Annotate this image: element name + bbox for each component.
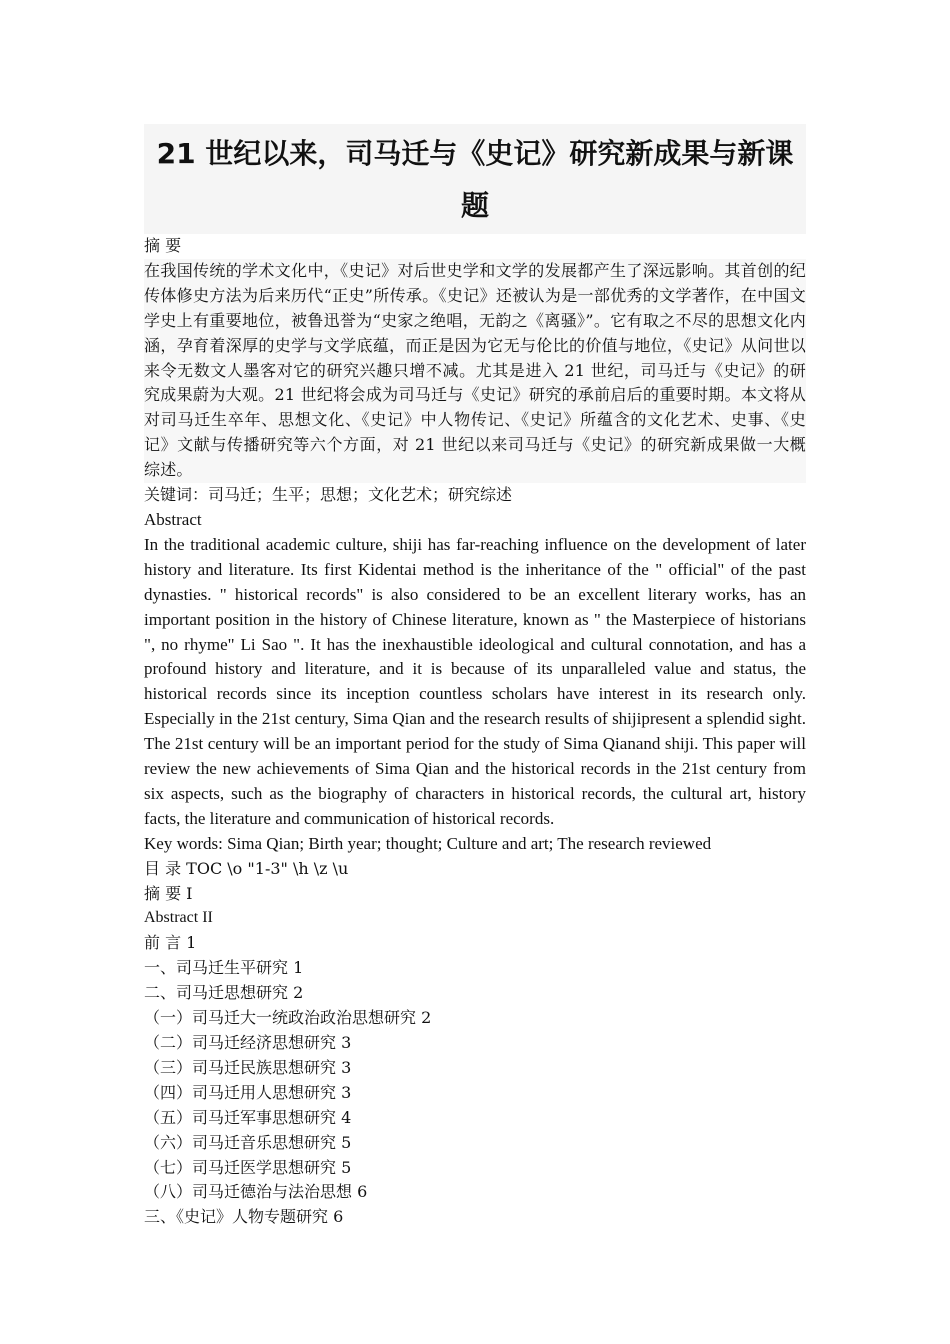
toc-item[interactable]: 一、司马迁生平研究 1 bbox=[144, 958, 304, 978]
toc-list bbox=[144, 882, 806, 1231]
keywords-cn: 关键词：司马迁；生平；思想；文化艺术；研究综述 bbox=[144, 485, 513, 505]
document-body bbox=[144, 124, 806, 1230]
toc-item[interactable]: （三）司马迁民族思想研究 3 bbox=[144, 1057, 352, 1077]
toc-item[interactable]: Abstract II bbox=[144, 909, 213, 927]
toc-item[interactable]: 二、司马迁思想研究 2 bbox=[144, 983, 304, 1003]
abstract-en-heading: Abstract bbox=[144, 509, 202, 529]
toc-item[interactable]: （二）司马迁经济思想研究 3 bbox=[144, 1033, 352, 1052]
toc-item[interactable]: （四）司马迁用人思想研究 3 bbox=[144, 1082, 352, 1102]
abstract-en-body: In the traditional academic culture, shiji has far-reaching influence on the development of later history and literature. Its first Kidentai method is the inheritance of the " official" of the past dynasties. " historical records" is also considered to be an excellent literary works, has an important position in the history of Chinese literature, known as " the Masterpiece of historians ", no rhyme" Li Sao ". It has the inexhaustible ideological and cultural connotation, and has a profound history and literature, and it is because of its unparalleled value and status, the historical records since its inception countless scholars have interest in its research only. Especially in the 21st century, Sima Qian and the research results of shijipresent a splendid sight. The 21st century will be an important period for the study of Sima Qianand shiji. This paper will review the new achievements of Sima Qian and the historical records in the 21st century from six aspects, such as the biography of characters in historical records, the cultural art, history facts, the literature and communication of historical records. bbox=[144, 534, 806, 828]
toc-item[interactable]: （七）司马迁医学思想研究 5 bbox=[144, 1157, 352, 1177]
toc-item[interactable]: 三、《史记》人物专题研究 6 bbox=[144, 1207, 344, 1227]
keywords-en: Key words: Sima Qian; Birth year; thought; Culture and art; The research reviewed bbox=[144, 833, 712, 853]
toc-heading: 目 录 TOC \o "1-3" \h \z \u bbox=[144, 858, 349, 878]
abstract-cn-heading: 摘 要 bbox=[144, 236, 182, 255]
toc-item[interactable]: （一）司马迁大一统政治政治思想研究 2 bbox=[144, 1008, 432, 1028]
document-title: 21 世纪以来，司马迁与《史记》研究新成果与新课题 bbox=[144, 124, 806, 234]
toc-item[interactable]: （五）司马迁军事思想研究 4 bbox=[144, 1107, 352, 1127]
abstract-cn-body: 在我国传统的学术文化中，《史记》对后世史学和文学的发展都产生了深远影响。其首创的纪传体修史方法为后来历代“正史”所传承。《史记》还被认为是一部优秀的文学著作，在中国文学史上有重要地位，被鲁迅誉为“史家之绝唱，无韵之《离骚》”。它有取之不尽的思想文化内涵，孕育着深厚的史学与文学底蕴，而正是因为它无与伦比的价值与地位，《史记》从问世以来令无数文人墨客对它的研究兴趣只增不减。尤其是进入 21 世纪，司马迁与《史记》的研究成果蔚为大观。21 世纪将会成为司马迁与《史记》研究的承前启后的重要时期。本文将从对司马迁生卒年、思想文化、《史记》中人物传记、《史记》所蕴含的文化艺术、史事、《史记》文献与传播研究等六个方面，对 21 世纪以来司马迁与《史记》的研究新成果做一大概综述。 bbox=[144, 259, 806, 483]
toc-item[interactable]: （八）司马迁德治与法治思想 6 bbox=[144, 1182, 368, 1202]
toc-item[interactable]: 前 言 1 bbox=[144, 933, 197, 953]
toc-item[interactable]: （六）司马迁音乐思想研究 5 bbox=[144, 1132, 352, 1152]
toc-item[interactable]: 摘 要 I bbox=[144, 883, 193, 903]
